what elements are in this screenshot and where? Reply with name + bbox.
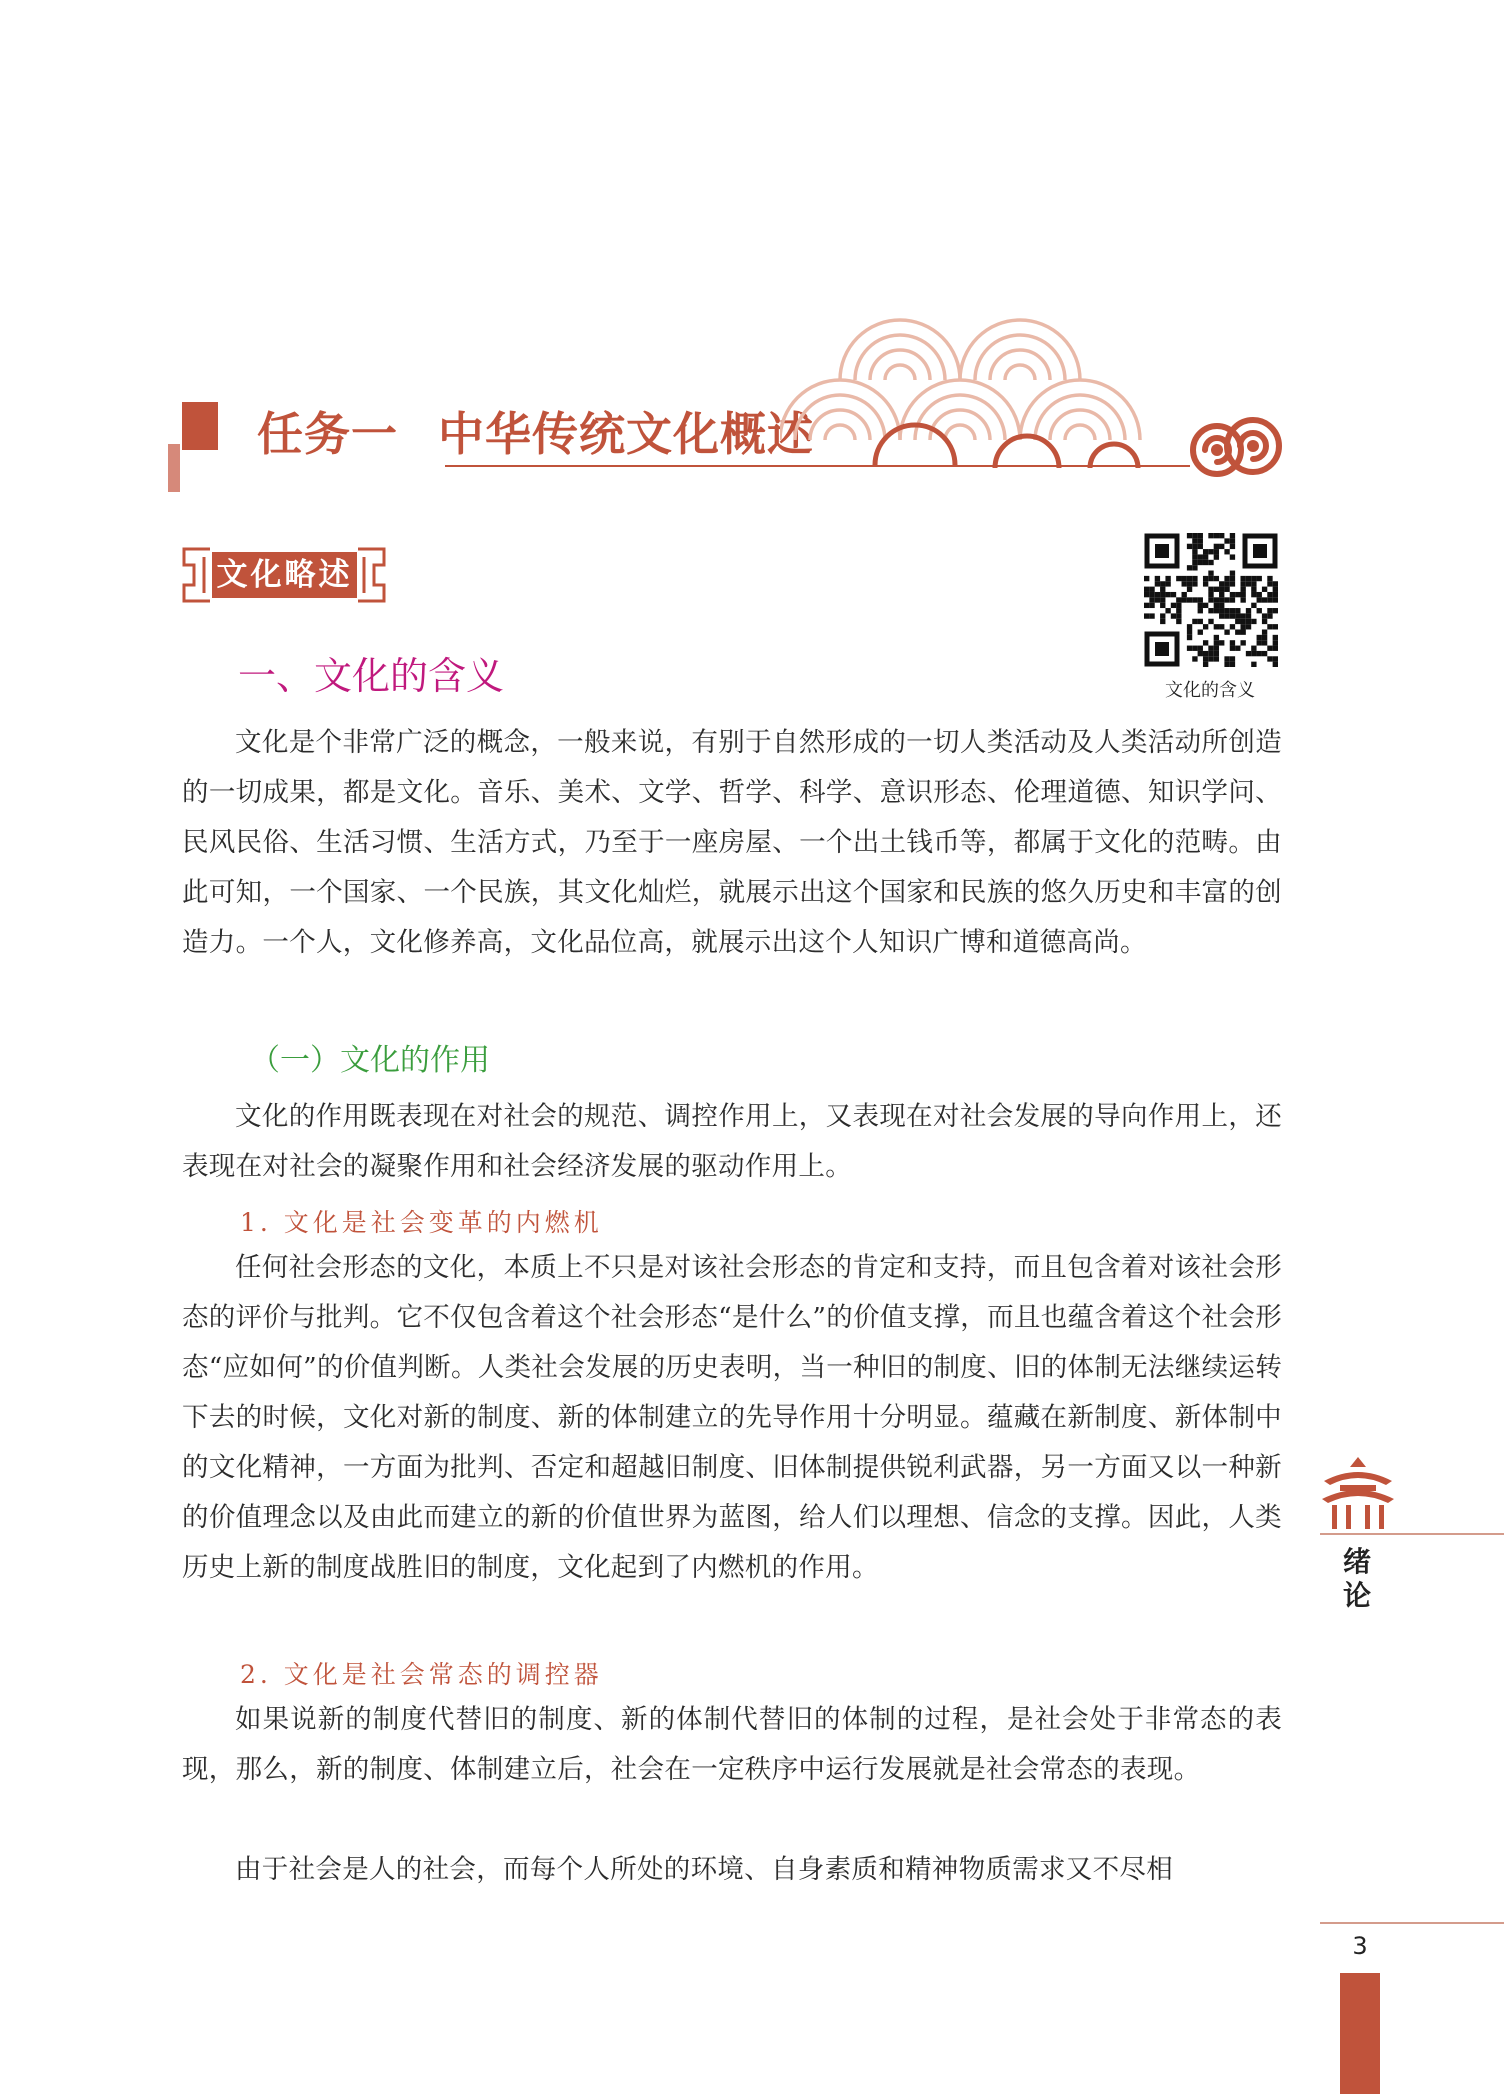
qr-module [1198,560,1203,565]
qr-module [1198,608,1203,613]
qr-module [1208,576,1213,581]
qr-module [1208,608,1213,613]
qr-module [1224,597,1229,602]
qr-module [1203,640,1208,645]
qr-module [1176,576,1181,581]
page-edge-bar [1340,1973,1380,2094]
qr-module [1165,592,1170,597]
qr-module [1192,619,1197,624]
qr-module [1214,635,1219,640]
qr-module [1235,613,1240,618]
item-heading-2: 2. 文化是社会常态的调控器 [240,1660,603,1689]
qr-module [1214,544,1219,549]
qr-module [1230,554,1235,559]
page-number: 3 [1352,1932,1368,1960]
qr-module [1230,640,1235,645]
qr-module [1240,629,1245,634]
qr-module [1219,533,1224,538]
qr-module [1208,592,1213,597]
qr-module [1192,549,1197,554]
qr-module [1171,603,1176,608]
qr-module [1219,608,1224,613]
pavilion-icon [1320,1455,1396,1531]
task-title: 中华传统文化概述 [438,407,814,461]
qr-module [1240,576,1245,581]
qr-module [1208,646,1213,651]
side-tab-rule [1320,1533,1504,1535]
qr-module [1224,629,1229,634]
qr-module [1214,608,1219,613]
qr-module [1246,651,1251,656]
qr-module [1214,597,1219,602]
qr-module [1187,597,1192,602]
qr-module [1198,619,1203,624]
qr-module [1257,592,1262,597]
qr-module [1176,619,1181,624]
qr-module [1251,576,1256,581]
qr-module [1219,624,1224,629]
item-2-paragraph-1: 如果说新的制度代替旧的制度、新的体制代替旧的体制的过程，是社会处于非常态的表现，那么，新的制度、体制建立后，社会在一定秩序中运行发展就是社会常态的表现。 [182,1704,1282,1785]
qr-module [1187,646,1192,651]
qr-module [1214,646,1219,651]
qr-module [1182,576,1187,581]
qr-module [1251,651,1256,656]
qr-module [1251,662,1256,667]
qr-module [1235,646,1240,651]
qr-module [1251,587,1256,592]
qr-module [1230,662,1235,667]
qr-module [1149,613,1154,618]
qr-module [1240,613,1245,618]
qr-module [1192,656,1197,661]
qr-module [1240,587,1245,592]
item-heading-1: 1. 文化是社会变革的内燃机 [240,1208,603,1237]
qr-module [1267,656,1272,661]
qr-module [1273,592,1278,597]
qr-module [1219,613,1224,618]
qr-module [1246,576,1251,581]
qr-module [1219,544,1224,549]
qr-module [1273,587,1278,592]
qr-module [1192,581,1197,586]
qr-module [1224,613,1229,618]
qr-module [1267,613,1272,618]
qr-module [1240,640,1245,645]
qr-module [1251,646,1256,651]
qr-module [1251,592,1256,597]
qr-module [1208,533,1213,538]
qr-module [1192,544,1197,549]
qr-module [1187,629,1192,634]
qr-module [1208,571,1213,576]
qr-module [1219,640,1224,645]
qr-module [1203,554,1208,559]
qr-module [1198,533,1203,538]
page-number-rule [1320,1922,1504,1924]
swirl-ornament-icon [1185,412,1285,482]
qr-module [1198,538,1203,543]
qr-module [1198,629,1203,634]
qr-module [1198,597,1203,602]
qr-module [1267,581,1272,586]
qr-module [1262,587,1267,592]
qr-module [1273,581,1278,586]
qr-module [1262,635,1267,640]
qr-module [1230,533,1235,538]
qr-module [1251,619,1256,624]
qr-module [1208,651,1213,656]
qr-module [1224,581,1229,586]
qr-module [1273,656,1278,661]
qr-module [1273,624,1278,629]
qr-module [1182,581,1187,586]
qr-module [1219,603,1224,608]
qr-module [1257,576,1262,581]
qr-module [1267,624,1272,629]
qr-module [1192,538,1197,543]
qr-module [1257,608,1262,613]
qr-module [1262,597,1267,602]
qr-module [1192,576,1197,581]
qr-module [1214,651,1219,656]
qr-module [1144,576,1149,581]
qr-module [1267,646,1272,651]
qr-module [1273,646,1278,651]
qr-module [1219,597,1224,602]
qr-module [1160,581,1165,586]
qr-module [1149,587,1154,592]
qr-module [1171,592,1176,597]
qr-module [1144,603,1149,608]
qr-module [1262,619,1267,624]
qr-module [1240,581,1245,586]
qr-module [1149,603,1154,608]
qr-module [1203,651,1208,656]
qr-module [1235,619,1240,624]
qr-module [1214,576,1219,581]
qr-module [1155,597,1160,602]
qr-module [1203,581,1208,586]
qr-module [1203,624,1208,629]
qr-module [1144,587,1149,592]
qr-module [1230,646,1235,651]
qr-module [1176,608,1181,613]
qr-module [1273,635,1278,640]
qr-caption: 文化的含义 [1165,680,1255,701]
qr-module [1273,597,1278,602]
qr-module [1219,581,1224,586]
qr-module [1267,597,1272,602]
qr-module [1230,608,1235,613]
qr-module [1257,640,1262,645]
qr-module [1257,597,1262,602]
section-heading: 一、文化的含义 [238,654,505,698]
chapter-side-tab[interactable]: 绪论 [1342,1545,1371,1612]
item-2-paragraph-2: 由于社会是人的社会，而每个人所处的环境、自身素质和精神物质需求又不尽相 [235,1854,1173,1885]
qr-module [1176,597,1181,602]
qr-module [1224,587,1229,592]
qr-module [1144,613,1149,618]
qr-module [1230,581,1235,586]
qr-module [1187,624,1192,629]
qr-module [1208,619,1213,624]
qr-module [1257,635,1262,640]
qr-module [1208,597,1213,602]
qr-module [1214,549,1219,554]
qr-module [1230,544,1235,549]
qr-module [1198,651,1203,656]
qr-module [1155,576,1160,581]
qr-module [1214,533,1219,538]
qr-module [1214,603,1219,608]
qr-module [1203,662,1208,667]
qr-module [1155,592,1160,597]
qr-code[interactable] [1144,533,1278,667]
qr-module [1203,560,1208,565]
qr-module [1246,624,1251,629]
qr-module [1203,549,1208,554]
qr-module [1224,549,1229,554]
qr-module [1214,587,1219,592]
qr-module [1230,571,1235,576]
qr-module [1224,538,1229,543]
qr-module [1235,629,1240,634]
qr-module [1230,613,1235,618]
section-badge: 文化略述 [212,552,357,598]
qr-module [1182,597,1187,602]
qr-module [1267,608,1272,613]
qr-module [1214,624,1219,629]
qr-module [1187,533,1192,538]
qr-module [1198,646,1203,651]
qr-module [1240,619,1245,624]
cloud-arcs-ornament [780,290,1160,470]
qr-module [1203,603,1208,608]
qr-module [1203,656,1208,661]
qr-module [1230,538,1235,543]
qr-module [1208,587,1213,592]
qr-module [1144,592,1149,597]
qr-module [1176,603,1181,608]
qr-module [1230,576,1235,581]
qr-module [1165,581,1170,586]
qr-module [1160,603,1165,608]
item-1-paragraph: 任何社会形态的文化，本质上不只是对该社会形态的肯定和支持，而且包含着对该社会形态的评价与批判。它不仅包含着这个社会形态“是什么”的价值支撑，而且也蕴含着这个社会形态“应如何”的价值判断。人类社会发展的历史表明，当一种旧的制度、旧的体制无法继续运转下去的时候，文化对新的制度、新的体制建立的先导作用十分明显。蕴藏在新制度、新体制中的文化精神，一方面为批判、否定和超越旧制度、旧体制提供锐利武器，另一方面又以一种新的价值理念以及由此而建立的新的价值世界为蓝图，给人们以理想、信念的支撑。因此，人类历史上新的制度战胜旧的制度，文化起到了内燃机的作用。 [182,1252,1282,1583]
qr-module [1187,587,1192,592]
qr-module [1160,619,1165,624]
qr-module [1219,592,1224,597]
qr-module [1262,640,1267,645]
qr-module [1187,565,1192,570]
qr-module [1171,613,1176,618]
qr-module [1149,597,1154,602]
qr-module [1155,581,1160,586]
task-marker-square [182,402,218,450]
qr-module [1208,656,1213,661]
qr-module [1224,608,1229,613]
task-marker-stripe [168,444,180,492]
qr-module [1219,587,1224,592]
qr-module [1214,640,1219,645]
qr-module [1230,656,1235,661]
qr-module [1187,544,1192,549]
qr-module [1182,592,1187,597]
qr-module [1187,581,1192,586]
qr-module [1187,635,1192,640]
qr-module [1165,576,1170,581]
qr-module [1160,592,1165,597]
qr-module [1214,656,1219,661]
qr-module [1262,613,1267,618]
qr-module [1273,608,1278,613]
qr-module [1246,581,1251,586]
qr-module [1273,662,1278,667]
qr-module [1251,603,1256,608]
qr-module [1208,560,1213,565]
qr-module [1203,576,1208,581]
qr-module [1267,576,1272,581]
qr-module [1240,592,1245,597]
qr-module [1230,624,1235,629]
qr-module [1214,554,1219,559]
qr-module [1224,662,1229,667]
qr-module [1246,619,1251,624]
qr-module [1198,603,1203,608]
qr-module [1235,608,1240,613]
qr-module [1149,592,1154,597]
qr-module [1160,613,1165,618]
qr-module [1267,592,1272,597]
qr-module [1198,544,1203,549]
qr-module [1187,576,1192,581]
qr-module [1165,608,1170,613]
qr-module [1176,613,1181,618]
qr-module [1262,651,1267,656]
qr-module [1192,565,1197,570]
qr-module [1262,629,1267,634]
qr-module [1246,608,1251,613]
qr-module [1192,533,1197,538]
qr-module [1192,646,1197,651]
sub-intro-paragraph: 文化的作用既表现在对社会的规范、调控作用上，又表现在对社会发展的导向作用上，还表现在对社会的凝聚作用和社会经济发展的驱动作用上。 [182,1101,1282,1182]
qr-module [1192,560,1197,565]
qr-module [1224,576,1229,581]
qr-module [1230,592,1235,597]
qr-module [1273,640,1278,645]
qr-module [1246,613,1251,618]
qr-module [1251,581,1256,586]
qr-module [1198,554,1203,559]
qr-module [1160,597,1165,602]
qr-module [1257,651,1262,656]
qr-module [1192,597,1197,602]
qr-module [1160,587,1165,592]
section-intro-paragraph: 文化是个非常广泛的概念，一般来说，有别于自然形成的一切人类活动及人类活动所创造的一切成果，都是文化。音乐、美术、文学、哲学、科学、意识形态、伦理道德、知识学问、民风民俗、生活习惯、生活方式，乃至于一座房屋、一个出土钱币等，都属于文化的范畴。由此可知，一个国家、一个民族，其文化灿烂，就展示出这个国家和民族的悠久历史和丰富的创造力。一个人，文化修养高，文化品位高，就展示出这个人知识广博和道德高尚。 [182,727,1282,958]
qr-module [1224,656,1229,661]
qr-module [1192,554,1197,559]
sub-heading: （一）文化的作用 [250,1043,490,1078]
qr-module [1208,549,1213,554]
qr-module [1240,597,1245,602]
qr-module [1235,592,1240,597]
qr-module [1240,624,1245,629]
qr-module [1230,597,1235,602]
task-label: 任务一 [257,407,398,461]
